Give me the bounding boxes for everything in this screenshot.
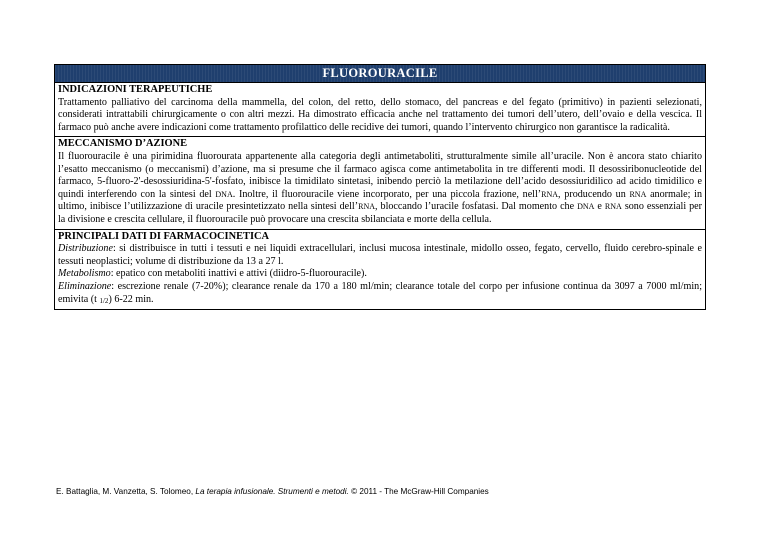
acronym-rna: RNA bbox=[358, 202, 375, 212]
distribuzione-label: Distribuzione bbox=[58, 243, 113, 255]
text-run: . Inoltre, il fluorouracile viene incorporato, per una piccola frazione, nell’ bbox=[232, 188, 542, 200]
acronym-dna: DNA bbox=[577, 202, 595, 212]
section-meccanismo bbox=[55, 137, 705, 229]
text-run: ) 6-22 min. bbox=[108, 293, 154, 305]
distribuzione-text bbox=[58, 243, 702, 268]
section-indicazioni bbox=[55, 83, 705, 137]
metabolismo-label: Metabolismo bbox=[58, 268, 111, 280]
text-run: : escrezione renale (7-20%); clearance renale da 170 a 180 ml/min; clearance totale del corpo per infusione continua da 3097 a 7000 ml/min; emivita (t bbox=[58, 280, 702, 305]
footer-citation bbox=[56, 487, 489, 496]
metabolismo-text bbox=[58, 268, 702, 281]
drug-title: FLUOROURACILE bbox=[322, 66, 438, 80]
acronym-rna: RNA bbox=[541, 189, 559, 199]
section-heading: INDICAZIONI TERAPEUTICHE bbox=[58, 84, 213, 95]
half-life-subscript: 1/2 bbox=[99, 296, 109, 305]
acronym-rna: RNA bbox=[604, 202, 622, 212]
text-run: : epatico con metaboliti inattivi e attivi (diidro-5-fluorouracile). bbox=[110, 268, 367, 280]
footer-book-title: La terapia infusionale. Strumenti e metodi. bbox=[195, 487, 349, 496]
section-text bbox=[58, 151, 702, 227]
text-run: anormale; in ultimo, inibisce l’utilizzazione di uracile presintetizzato nella sintesi dell’ bbox=[58, 188, 702, 213]
text-run: e bbox=[594, 201, 605, 213]
text-run: , bloccando l’uracile fosfatasi. Dal momento che bbox=[375, 201, 578, 213]
eliminazione-text bbox=[58, 281, 702, 307]
text-run: sono essenziali per la divisione e crescita cellulare, il fluorouracile può provocare una crescita sbilanciata e morte della cellula. bbox=[58, 201, 703, 225]
text-run: : si distribuisce in tutti i tessuti e nei liquidi extracellulari, inclusi mucosa intestinale, midollo osseo, fegato, cervello, fluido cerebro-spinale e tessuti neoplastici; volume di distribuzione da 13 a 27 l. bbox=[58, 243, 702, 267]
section-text: Trattamento palliativo del carcinoma della mammella, del colon, del retto, dello stomaco, del pancreas e del fegato (primitivo) in pazienti selezionati, considerati intrattabili chirurgicamente o con altri mezzi. Ha dimostrato efficacia anche nel trattamento dei tumori dell’utero, dell’ovaio e della vescica. Il farmaco può anche avere indicazioni come trattamento profilattico delle recidive dei tumori, quando l’intervento chirurgico non garantisce la radicalità. bbox=[58, 96, 702, 133]
title-bar bbox=[55, 65, 705, 83]
section-heading: PRINCIPALI DATI DI FARMACOCINETICA bbox=[58, 230, 269, 242]
eliminazione-label: Eliminazione bbox=[58, 280, 112, 292]
text-run: Il fluorouracile è una pirimidina fluorourata appartenente alla categoria degli antimetaboliti, strutturalmente simile all’uracile. Non è ancora stato chiarito l’esatto meccanismo (o meccanismi) d’azione, ma si presume che il farmaco agisca come antimetabolita in tre differenti modi. Il desossiribonucleotide del farmaco, 5-fluoro-2'-desossiuridina-5'-fosfato, inibisce la timidilato sintetasi, inibendo perciò la metilazione dell’acido desossiuridilico ad acido timidilico e quindi interferendo con la sintesi del bbox=[58, 150, 702, 200]
drug-sheet bbox=[54, 64, 706, 310]
footer-copyright: © 2011 - The McGraw-Hill Companies bbox=[348, 487, 489, 496]
text-run: , producendo un bbox=[558, 188, 630, 200]
acronym-dna: DNA bbox=[215, 189, 233, 199]
footer-authors: E. Battaglia, M. Vanzetta, S. Tolomeo, bbox=[56, 487, 196, 496]
acronym-rna: RNA bbox=[629, 189, 647, 199]
section-heading: MECCANISMO D’AZIONE bbox=[58, 138, 188, 150]
section-farmacocinetica bbox=[55, 230, 705, 310]
